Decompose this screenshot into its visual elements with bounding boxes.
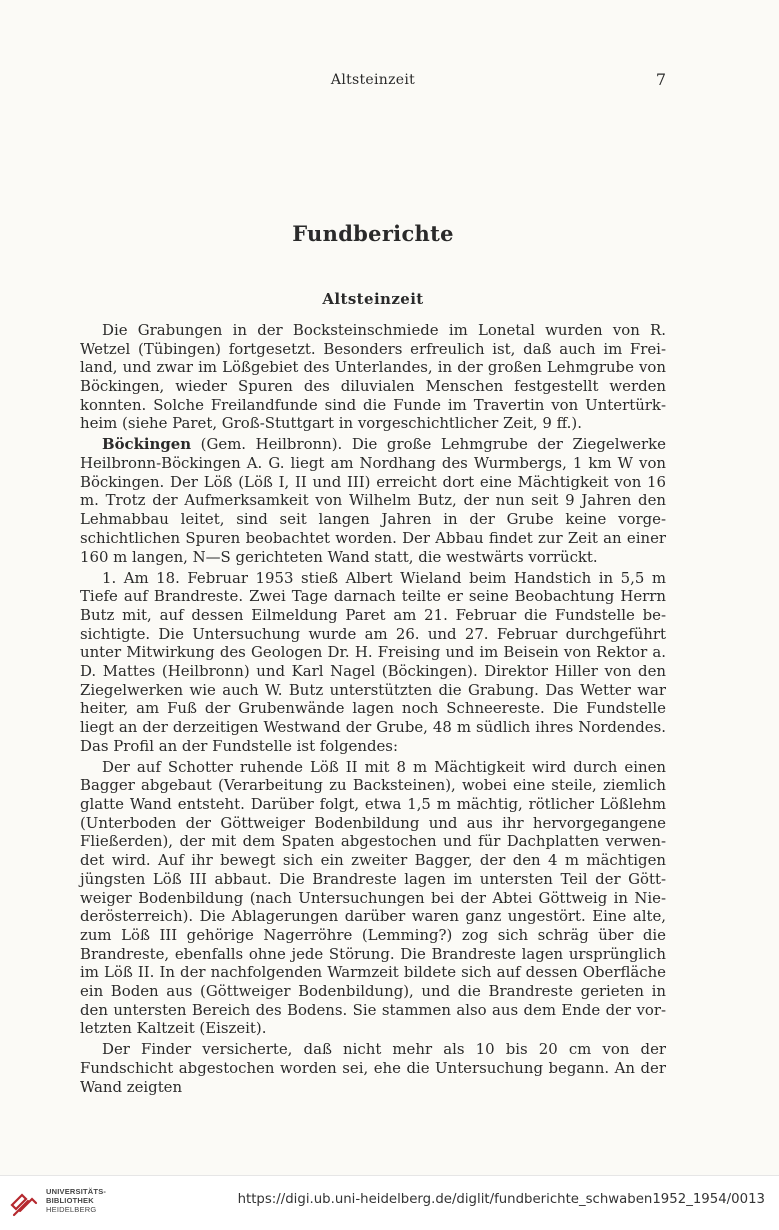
paragraph-text: Der auf Schotter ruhende Löß II mit 8 m Mächtigkeit wird durch einen Bagger abgebaut (Verarbeitung zu Backsteinen), wobei eine steile, ziemlich glatte Wand entsteht. Darüber folgt, etwa 1,5 m mächtig, rötlicher Lößlehm (Unterboden der Göttweiger Bodenbildung und aus ihr hervorgegangene Fließerden), der mit dem Spaten abgestochen und für Dachplatten verwendet wird. Auf ihr bewegt sich ein zweiter Bagger, der den 4 m mächtigen jüngsten Löß III abbaut. Die Brandreste lagen im untersten Teil der Göttweiger Bodenbildung (nach Untersuchungen bei der Abtei Göttweig in Niederösterreich). Die Ablagerungen darüber waren ganz ungestört. Eine alte, zum Löß III gehörige Nagerröhre (Lemming?) zog sich schräg über die Brandreste, ebenfalls ohne jede Störung. Die Brandreste lagen ursprünglich im Löß II. In der nachfolgenden Warmzeit bildete sich auf dessen Oberfläche ein Boden aus (Göttweiger Bodenbildung), und die Brandreste gerieten in den untersten Bereich des Bodens. Sie stammen also aus dem Ende der vorletzten Kaltzeit (Eiszeit). xyxy=(80,757,666,1038)
page-number: 7 xyxy=(655,70,666,89)
running-head: Altsteinzeit xyxy=(330,72,416,88)
paragraph-text: Der Finder versicherte, daß nicht mehr als 10 bis 20 cm von der Fundschicht abgestochen worden sei, ehe die Untersuchung begann. An der Wand zeigten xyxy=(80,1040,666,1096)
paragraph-text: Die Grabungen in der Bocksteinschmiede im Lonetal wurden von R. Wetzel (Tübingen) fortgesetzt. Besonders erfreulich ist, daß auch im Freiland, und zwar im Lößgebiet des Unterlandes, in der großen Lehmgrube von Böckingen, wieder Spuren des diluvialen Menschen festgestellt werden konnten. Solche Freilandfunde sind die Funde im Travertin von Untertürkheim (siehe Paret, Groß-Stuttgart in vorgeschichtlicher Zeit, 9 ff.). xyxy=(80,321,666,433)
library-name-line: BIBLIOTHEK xyxy=(46,1196,94,1205)
library-name xyxy=(46,1187,106,1214)
permalink-url[interactable]: https://digi.ub.uni-heidelberg.de/diglit/fundberichte_schwaben1952_1954/0013 xyxy=(237,1192,765,1207)
subsection-title: Altsteinzeit xyxy=(322,290,424,308)
paragraph xyxy=(80,758,666,1038)
university-library-logo-icon xyxy=(8,1185,40,1219)
library-name-line: HEIDELBERG xyxy=(46,1205,97,1214)
body-text xyxy=(80,321,666,1099)
paragraph xyxy=(80,1040,666,1096)
viewer-footer xyxy=(0,1175,779,1230)
paragraph-text: (Gem. Heilbronn). Die große Lehmgrube der Ziegelwerke Heilbronn-Böckingen A. G. liegt am Nordhang des Wurmbergs, 1 km W von Böckingen. Der Löß (Löß I, II und III) erreicht dort eine Mächtigkeit von 16 m. Trotz der Aufmerksamkeit von Wilhelm Butz, der nun seit 9 Jahren den Lehmabbau leitet, sind seit langen Jahren in der Grube keine vorgeschichtlichen Spuren beobachtet worden. Der Abbau findet zur Zeit an einer 160 m langen, N—S gerichteten Wand statt, die westwärts vorrückt. xyxy=(80,435,666,566)
library-name-line: UNIVERSITÄTS- xyxy=(46,1187,107,1196)
paragraph xyxy=(80,569,666,756)
paragraph xyxy=(80,435,666,566)
section-title: Fundberichte xyxy=(292,221,454,246)
paragraph xyxy=(80,321,666,433)
paragraph-text: 1. Am 18. Februar 1953 stieß Albert Wieland beim Handstich in 5,5 m Tiefe auf Brandreste. Zwei Tage darnach teilte er seine Beobachtung Herrn Butz mit, auf dessen Eilmeldung Paret am 21. Februar die Fundstelle besichtigte. Die Untersuchung wurde am 26. und 27. Februar durchgeführt unter Mitwirkung des Geologen Dr. H. Freising und im Beisein von Rektor a. D. Mattes (Heilbronn) und Karl Nagel (Böckingen). Direktor Hiller von den Ziegelwerken wie auch W. Butz unterstützten die Grabung. Das Wetter war heiter, am Fuß der Grubenwände lagen noch Schneereste. Die Fundstelle liegt an der derzeitigen Westwand der Grube, 48 m südlich ihres Nordendes. Das Profil an der Fundstelle ist folgendes: xyxy=(80,568,666,755)
site-name: Böckingen xyxy=(102,435,192,454)
